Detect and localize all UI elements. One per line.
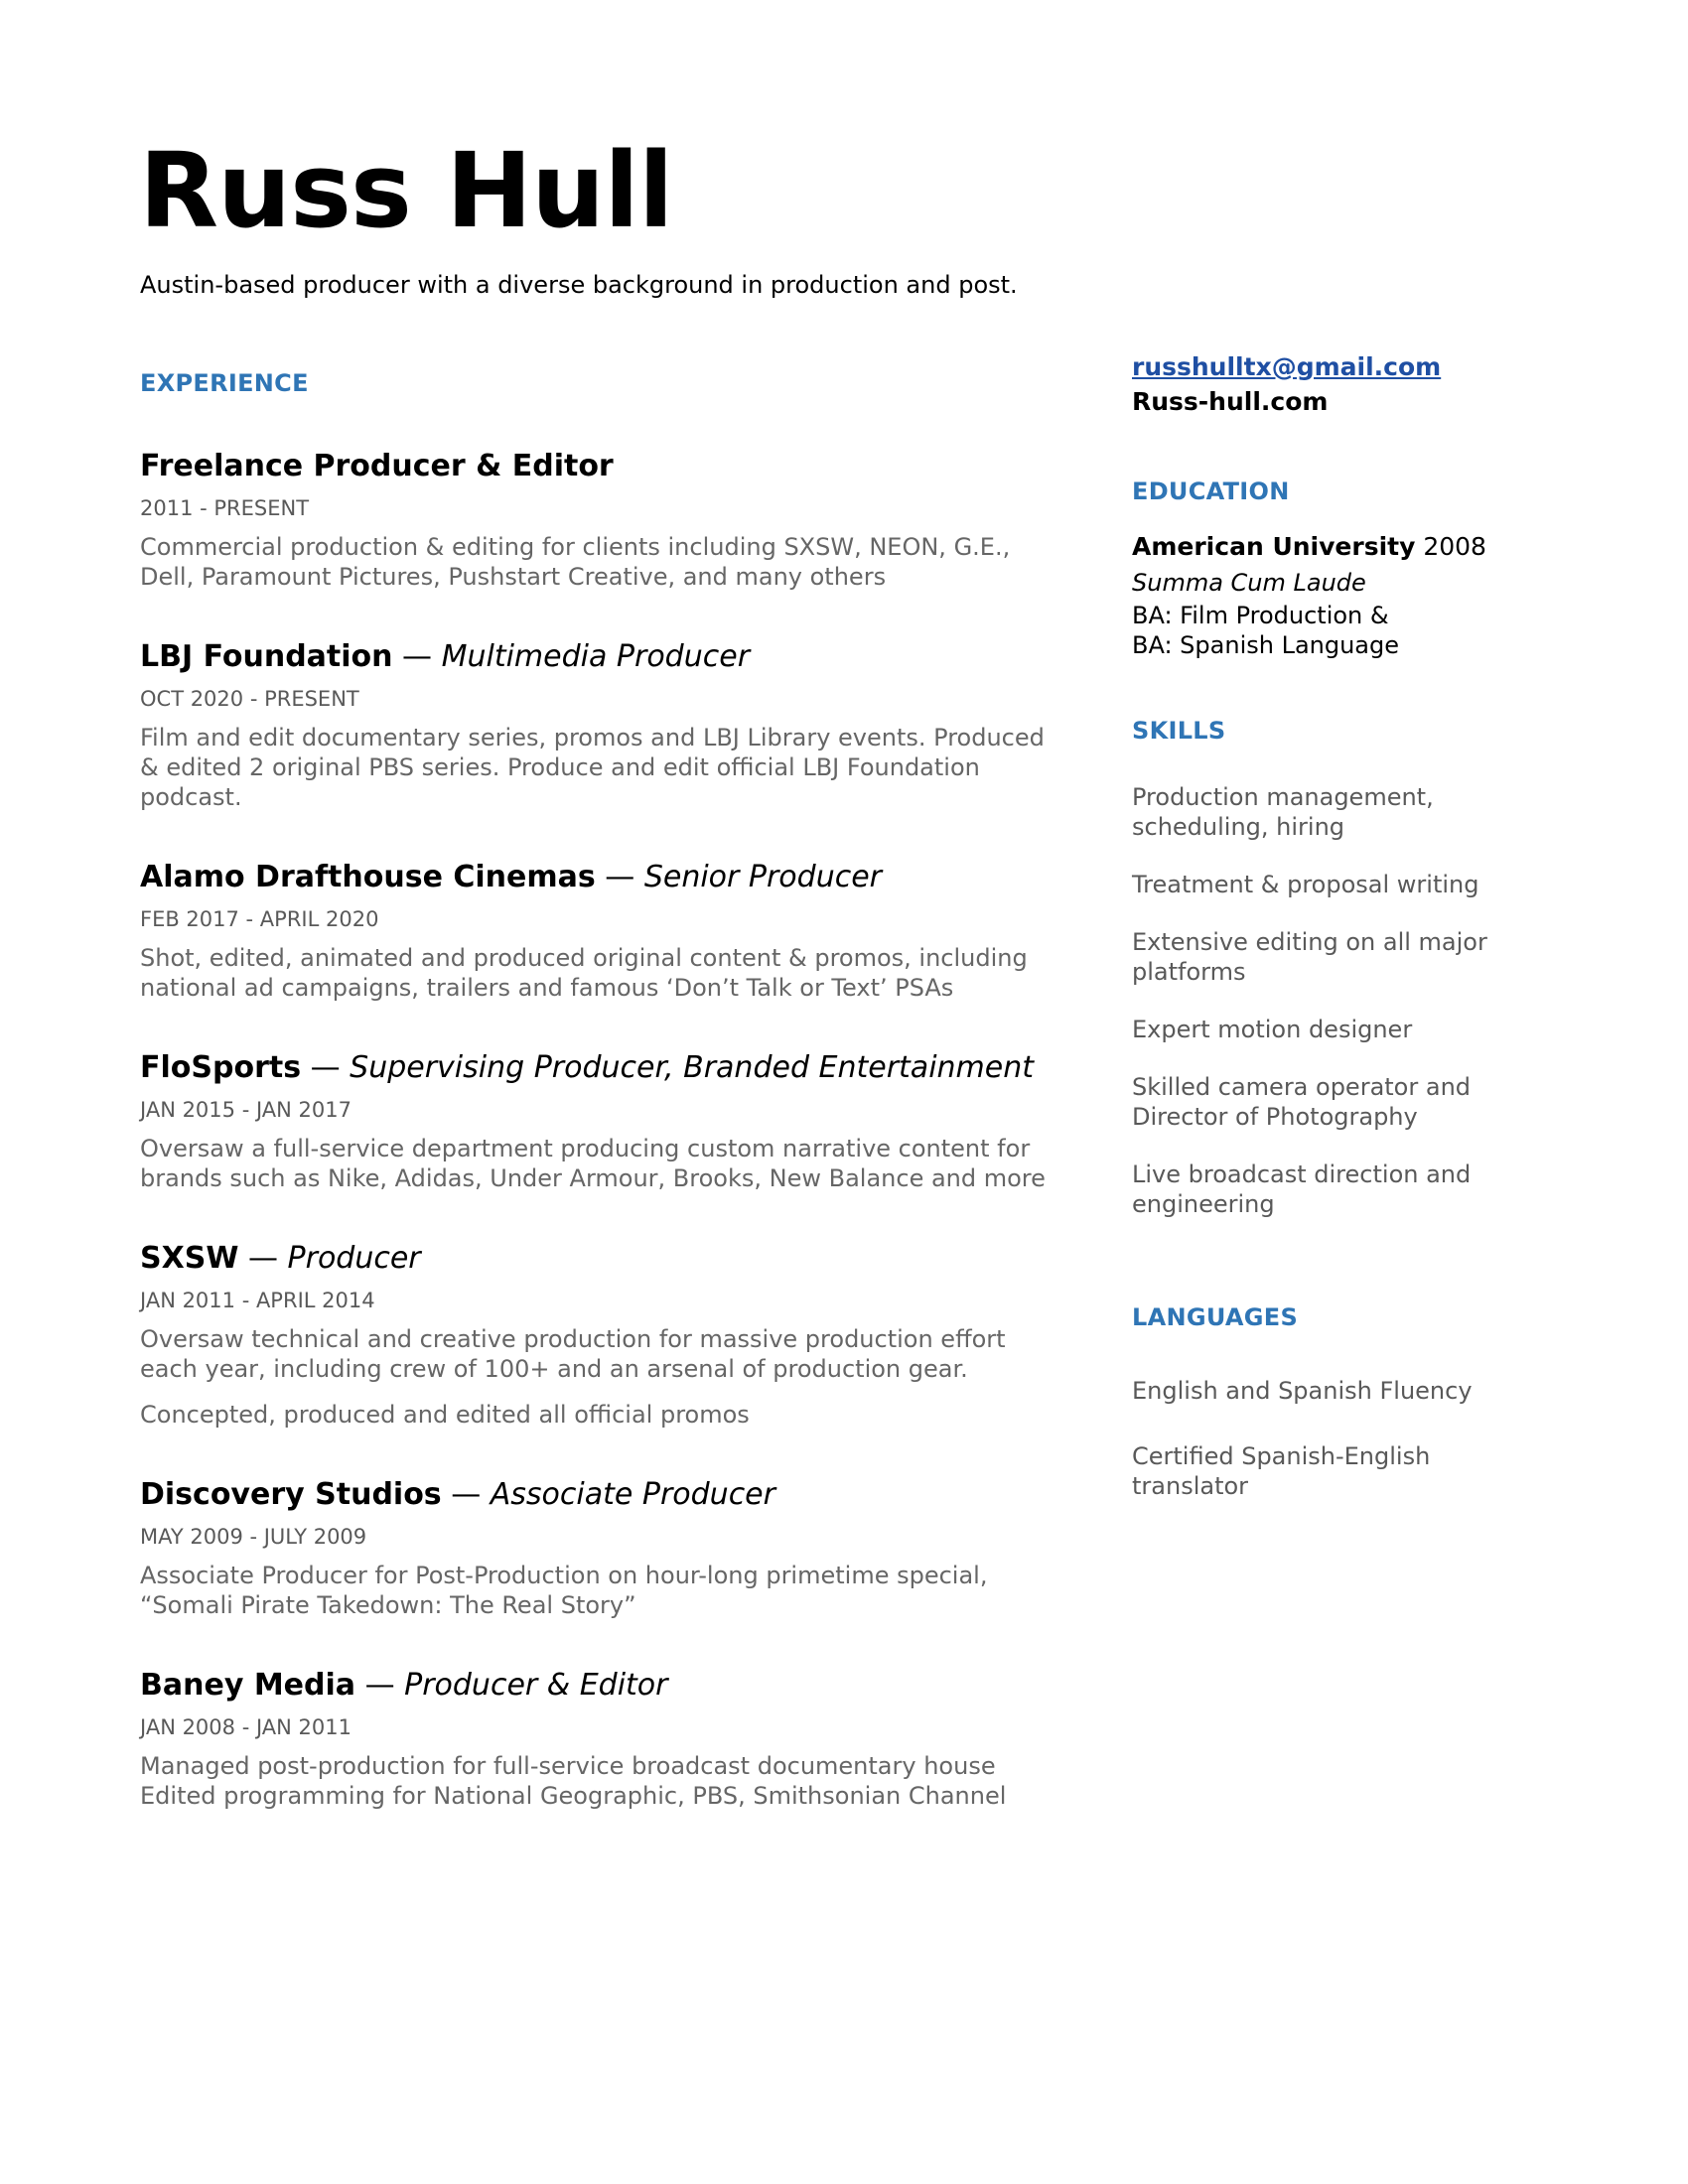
education-degree: BA: Film Production &	[1132, 602, 1389, 629]
job-separator: —	[441, 1477, 491, 1512]
website-text: Russ-hull.com	[1132, 387, 1329, 416]
skill-item: Treatment & proposal writing	[1132, 871, 1479, 898]
job-company: LBJ Foundation	[140, 639, 393, 674]
name-heading: Russ Hull	[139, 130, 673, 251]
job-role: Senior Producer	[643, 860, 883, 894]
job-description	[140, 943, 1063, 1003]
language-item: Certified Spanish-English translator	[1132, 1442, 1431, 1500]
job-company: Baney Media	[140, 1668, 356, 1703]
education-degree: BA: Spanish Language	[1132, 631, 1400, 659]
job-dates: FEB 2017 - APRIL 2020	[140, 907, 379, 931]
job-description-paragraph: Commercial production & editing for clients including SXSW, NEON, G.E., Dell, Paramount Pictures, Pushstart Creative, and many others	[140, 533, 1011, 591]
skills-heading: SKILLS	[1132, 717, 1226, 745]
languages-heading: LANGUAGES	[1132, 1303, 1299, 1331]
job-entry	[140, 1239, 1063, 1430]
job-description-paragraph: Oversaw a full-service department producing custom narrative content for brands such as Nike, Adidas, Under Armour, Brooks, New Balance and more	[140, 1135, 1046, 1192]
skill-item: Skilled camera operator and Director of Photography	[1132, 1073, 1472, 1131]
education-block	[1132, 529, 1609, 660]
job-description	[140, 1561, 1063, 1620]
job-title	[140, 1666, 1063, 1706]
job-role: Producer & Editor	[404, 1668, 668, 1703]
education-school: American University	[1132, 532, 1416, 561]
job-title	[140, 858, 1063, 897]
skill-item: Extensive editing on all major platforms	[1132, 928, 1487, 986]
experience-list	[140, 447, 1063, 1856]
job-description	[140, 723, 1063, 812]
job-company: FloSports	[140, 1050, 302, 1085]
education-year: 2008	[1423, 532, 1486, 561]
skill-item: Expert motion designer	[1132, 1016, 1413, 1043]
experience-heading: EXPERIENCE	[140, 369, 309, 397]
job-entry	[140, 1048, 1063, 1193]
job-dates: 2011 - PRESENT	[140, 496, 310, 520]
language-item: English and Spanish Fluency	[1132, 1377, 1473, 1405]
contact-block	[1132, 352, 1609, 416]
skills-list	[1132, 782, 1509, 1247]
job-title	[140, 447, 1063, 486]
job-role: Producer	[287, 1241, 421, 1276]
job-description-paragraph: Oversaw technical and creative production for massive production effort each year, including crew of 100+ and an arsenal of production gear.	[140, 1325, 1006, 1383]
job-entry	[140, 637, 1063, 812]
tagline: Austin-based producer with a diverse background in production and post.	[140, 271, 1018, 299]
job-description-paragraph: Shot, edited, animated and produced original content & promos, including national ad campaigns, trailers and famous ‘Don’t Talk or Text’ PSAs	[140, 944, 1028, 1002]
job-description	[140, 1134, 1063, 1193]
job-title	[140, 1048, 1063, 1088]
job-description	[140, 532, 1063, 592]
job-separator: —	[355, 1668, 405, 1703]
job-title	[140, 1475, 1063, 1515]
job-title	[140, 1239, 1063, 1279]
job-entry	[140, 1666, 1063, 1811]
job-entry	[140, 858, 1063, 1003]
job-role: Associate Producer	[490, 1477, 775, 1512]
job-dates: JAN 2011 - APRIL 2014	[140, 1289, 375, 1312]
job-description-paragraph: Managed post-production for full-service broadcast documentary house Edited programming for National Geographic, PBS, Smithsonian Channel	[140, 1752, 1007, 1810]
job-dates: OCT 2020 - PRESENT	[140, 687, 359, 711]
job-separator: —	[595, 860, 644, 894]
job-description	[140, 1324, 1063, 1430]
job-separator: —	[392, 639, 442, 674]
education-honor: Summa Cum Laude	[1132, 569, 1366, 597]
job-entry	[140, 1475, 1063, 1620]
job-description	[140, 1751, 1063, 1811]
job-dates: JAN 2015 - JAN 2017	[140, 1098, 352, 1122]
email-link[interactable]: russhulltx@gmail.com	[1132, 352, 1442, 381]
job-description-paragraph: Film and edit documentary series, promos and LBJ Library events. Produced & edited 2 original PBS series. Produce and edit official LBJ Foundation podcast.	[140, 724, 1045, 811]
education-heading: EDUCATION	[1132, 478, 1290, 505]
languages-list	[1132, 1376, 1509, 1537]
job-company: Freelance Producer & Editor	[140, 449, 614, 483]
job-dates: JAN 2008 - JAN 2011	[140, 1715, 352, 1739]
job-description-paragraph: Concepted, produced and edited all official promos	[140, 1401, 750, 1429]
job-entry	[140, 447, 1063, 592]
job-description-paragraph: Associate Producer for Post-Production on hour-long primetime special, “Somali Pirate Takedown: The Real Story”	[140, 1562, 988, 1619]
skill-item: Live broadcast direction and engineering	[1132, 1160, 1472, 1218]
job-dates: MAY 2009 - JULY 2009	[140, 1525, 367, 1549]
job-company: SXSW	[140, 1241, 239, 1276]
skill-item: Production management, scheduling, hiring	[1132, 783, 1434, 841]
job-separator: —	[301, 1050, 351, 1085]
job-role: Multimedia Producer	[441, 639, 751, 674]
job-role: Supervising Producer, Branded Entertainment	[350, 1050, 1034, 1085]
job-company: Discovery Studios	[140, 1477, 442, 1512]
job-company: Alamo Drafthouse Cinemas	[140, 860, 596, 894]
job-separator: —	[238, 1241, 288, 1276]
education-school-line	[1132, 529, 1609, 565]
job-title	[140, 637, 1063, 677]
